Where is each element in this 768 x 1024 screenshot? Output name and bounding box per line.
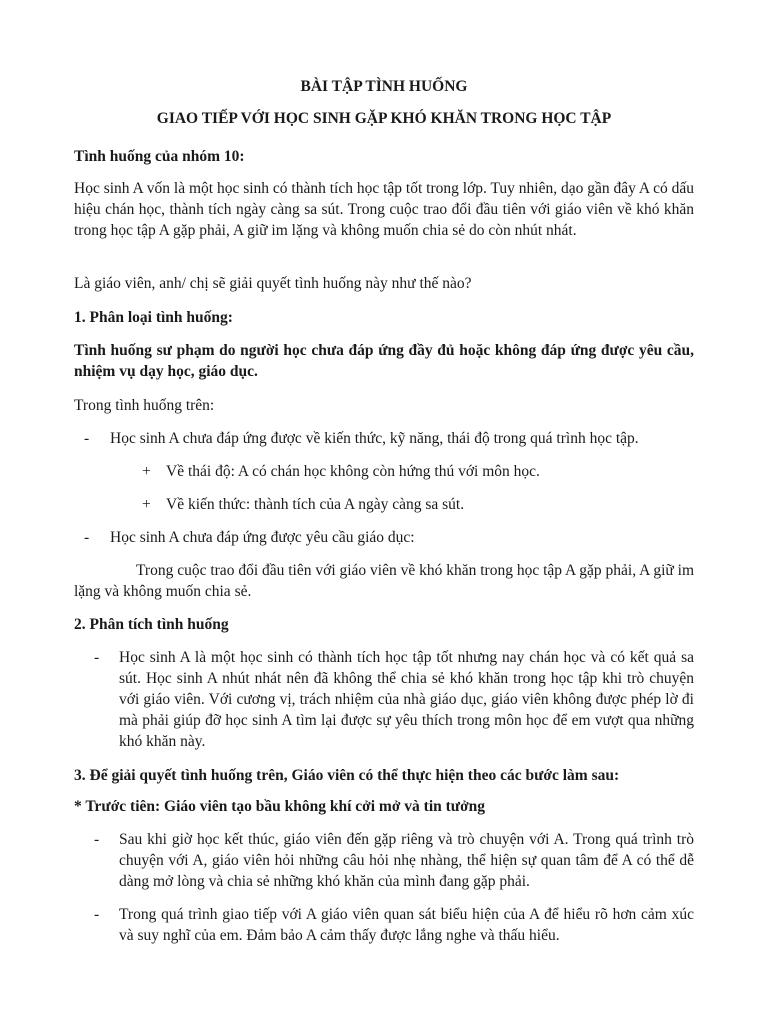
bullet-marker: - bbox=[94, 649, 100, 666]
section1-subitem-attitude: Về thái độ: A có chán học không còn hứng thú với môn học. bbox=[166, 463, 540, 480]
section3-bullet-1: Sau khi giờ học kết thúc, giáo viên đến gặp riêng và trò chuyện với A. Trong quá trình trò chuyện với A, giáo viên hỏi những câu hỏi nhẹ nhàng, thể hiện sự quan tâm để A có thể dễ dàng mở lòng và chia sẻ những khó khăn của mình đang gặp phải. bbox=[119, 831, 694, 890]
document-title: BÀI TẬP TÌNH HUỐNG bbox=[300, 78, 468, 95]
section1-followup: Trong cuộc trao đổi đầu tiên với giáo viên về khó khăn trong học tập A gặp phải, A giữ im lặng và không muốn chia sẻ. bbox=[74, 562, 695, 600]
subitem-marker: + bbox=[142, 463, 151, 480]
section3-step-heading: * Trước tiên: Giáo viên tạo bầu không khí cởi mở và tin tưởng bbox=[74, 798, 486, 815]
bullet-marker: - bbox=[94, 906, 100, 923]
section1-intro: Trong tình huống trên: bbox=[74, 397, 215, 414]
question-text: Là giáo viên, anh/ chị sẽ giải quyết tình huống này như thế nào? bbox=[74, 275, 472, 292]
section1-bullet-2: Học sinh A chưa đáp ứng được yêu cầu giáo dục: bbox=[110, 529, 415, 546]
section3-bullet-2: Trong quá trình giao tiếp với A giáo viên quan sát biểu hiện của A để hiểu rõ hơn cảm xúc và suy nghĩ của em. Đảm bảo A cảm thấy được lắng nghe và thấu hiểu. bbox=[119, 906, 694, 944]
section2-heading: 2. Phân tích tình huống bbox=[74, 616, 229, 633]
section1-classification: Tình huống sư phạm do người học chưa đáp ứng đầy đủ hoặc không đáp ứng được yêu cầu, nhiệm vụ dạy học, giáo dục. bbox=[74, 342, 694, 380]
subitem-marker: + bbox=[142, 496, 151, 513]
section2-bullet-1: Học sinh A là một học sinh có thành tích học tập tốt nhưng nay chán học và có kết quả sa sút. Học sinh A nhút nhát nên đã không thể chia sẻ khó khăn trong học tập khi trò chuyện với giáo viên. Với cương vị, trách nhiệm của nhà giáo dục, giáo viên không được phép lờ đi mà phải giúp đỡ học sinh A tìm lại được sự yêu thích trong môn học để em vượt qua những khó khăn này. bbox=[119, 649, 694, 750]
group-heading: Tình huống của nhóm 10: bbox=[74, 148, 245, 165]
document-subtitle: GIAO TIẾP VỚI HỌC SINH GẶP KHÓ KHĂN TRONG HỌC TẬP bbox=[156, 110, 612, 127]
bullet-marker: - bbox=[84, 430, 90, 447]
bullet-marker: - bbox=[94, 831, 100, 848]
section3-heading: 3. Để giải quyết tình huống trên, Giáo viên có thể thực hiện theo các bước làm sau: bbox=[74, 767, 620, 784]
bullet-marker: - bbox=[84, 529, 90, 546]
section1-bullet-1: Học sinh A chưa đáp ứng được về kiến thức, kỹ năng, thái độ trong quá trình học tập. bbox=[110, 430, 639, 447]
section1-heading: 1. Phân loại tình huống: bbox=[74, 309, 233, 326]
section1-subitem-knowledge: Về kiến thức: thành tích của A ngày càng sa sút. bbox=[166, 496, 465, 513]
situation-paragraph: Học sinh A vốn là một học sinh có thành tích học tập tốt trong lớp. Tuy nhiên, dạo gần đây A có dấu hiệu chán học, thành tích ngày càng sa sút. Trong cuộc trao đổi đầu tiên với giáo viên về khó khăn trong học tập A gặp phải, A giữ im lặng và không muốn chia sẻ do còn nhút nhát. bbox=[74, 180, 694, 239]
